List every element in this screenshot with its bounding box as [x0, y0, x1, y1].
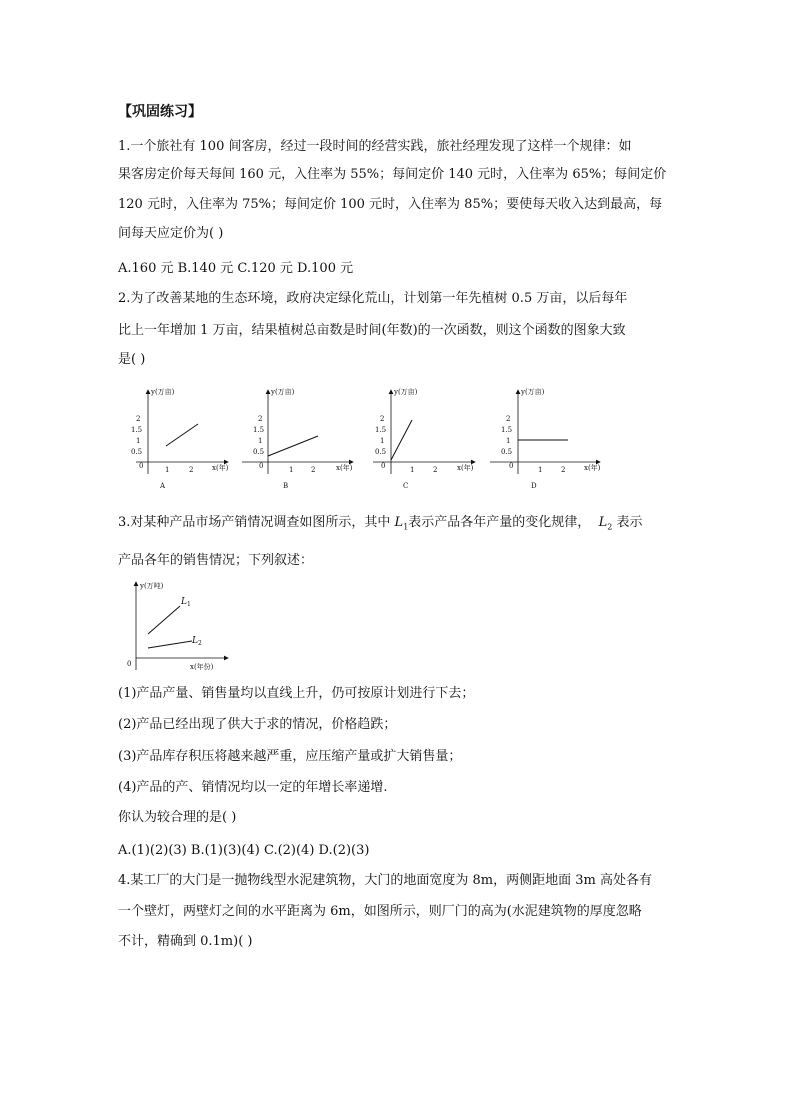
svg-text:1.5: 1.5: [131, 426, 143, 434]
svg-text:1: 1: [187, 601, 191, 608]
q1-line-2: 果客房定价每天每间 160 元，入住率为 55%；每间定价 140 元时，入住率为 65%；每间定价: [118, 167, 667, 182]
graph-c-label: C: [403, 482, 409, 490]
q4-line-3: 不计，精确到 0.1m)( ): [118, 934, 253, 949]
q3-options: A.(1)(2)(3) B.(1)(3)(4) C.(2)(4) D.(2)(3): [118, 843, 370, 858]
svg-text:1: 1: [380, 437, 385, 445]
svg-text:L: L: [192, 636, 198, 646]
svg-text:x(年份): x(年份): [190, 663, 214, 671]
svg-text:1: 1: [538, 466, 543, 474]
q1-line-1: 1.一个旅社有 100 间客房，经过一段时间的经营实践，旅社经理发现了这样一个规律：如: [118, 139, 632, 154]
svg-text:1.5: 1.5: [253, 426, 265, 434]
q3-line-1: 3.对某种产品市场产销情况调查如图所示，其中 $L_1$表示产品各年产量的变化规律， $L_2$ 表示: [118, 515, 643, 532]
q3-l1-line: [148, 606, 180, 634]
q3-line-2: 产品各年的销售情况；下列叙述：: [118, 553, 314, 568]
q1-line-3: 120 元时，入住率为 75%；每间定价 100 元时，入住率为 85%；要使每天收入达到最高，每: [118, 197, 663, 212]
l1-symbol: L: [394, 515, 404, 530]
q4-line-2: 一个壁灯，两壁灯之间的水平距离为 6m，如图所示，则厂门的高为(水泥建筑物的厚度忽略: [118, 904, 642, 919]
svg-text:1: 1: [289, 466, 294, 474]
svg-text:1.5: 1.5: [501, 426, 513, 434]
svg-text:2: 2: [380, 415, 385, 423]
svg-text:x(年): x(年): [336, 464, 353, 472]
svg-text:0.5: 0.5: [131, 448, 143, 456]
svg-text:y(万亩): y(万亩): [521, 388, 545, 396]
svg-text:1: 1: [410, 466, 415, 474]
svg-text:2: 2: [189, 466, 194, 474]
svg-text:2: 2: [561, 466, 566, 474]
q4-line-1: 4.某工厂的大门是一抛物线型水泥建筑物，大门的地面宽度为 8m，两侧距地面 3m 高处各有: [118, 873, 652, 888]
q3-item-2: (2)产品已经出现了供大于求的情况，价格趋跌；: [118, 717, 397, 732]
q2-line-3: 是( ): [118, 352, 146, 367]
svg-text:1.5: 1.5: [375, 426, 387, 434]
q2-line-2: 比上一年增加 1 万亩，结果植树总亩数是时间(年数)的一次函数，则这个函数的图象大致: [118, 323, 626, 338]
svg-text:1: 1: [165, 466, 170, 474]
q3-item-4: (4)产品的产、销情况均以一定的年增长率递增.: [118, 780, 388, 795]
svg-text:2: 2: [198, 640, 202, 647]
svg-text:0.5: 0.5: [501, 448, 513, 456]
svg-text:0.5: 0.5: [375, 448, 387, 456]
svg-text:0: 0: [259, 462, 264, 470]
graph-b-line: [268, 436, 318, 456]
svg-text:1: 1: [258, 437, 263, 445]
svg-text:0.5: 0.5: [253, 448, 265, 456]
svg-text:2: 2: [433, 466, 438, 474]
svg-text:y(万亩): y(万亩): [394, 388, 418, 396]
graph-c: [373, 390, 475, 474]
svg-text:y(万吨): y(万吨): [140, 582, 164, 590]
q1-line-4: 间每天应定价为( ): [118, 226, 224, 241]
svg-text:2: 2: [258, 415, 263, 423]
q1-options: A.160 元 B.140 元 C.120 元 D.100 元: [118, 261, 354, 276]
section-title: 【巩固练习】: [118, 104, 202, 120]
svg-text:x(年): x(年): [584, 464, 601, 472]
q2-graphs: [118, 384, 618, 496]
graph-a-line: [166, 424, 198, 446]
svg-text:L: L: [181, 597, 187, 607]
svg-text:x(年): x(年): [212, 464, 229, 472]
q2-line-1: 2.为了改善某地的生态环境，政府决定绿化荒山，计划第一年先植树 0.5 万亩，以后每年: [118, 291, 628, 306]
graph-b-label: B: [283, 482, 289, 490]
graph-a: [136, 390, 228, 474]
q3-graph: [118, 578, 238, 672]
svg-text:0: 0: [509, 462, 514, 470]
graph-a-ylabel: y(万亩): [151, 388, 175, 396]
svg-text:1: 1: [136, 437, 141, 445]
svg-text:2: 2: [506, 415, 511, 423]
svg-text:0: 0: [139, 462, 144, 470]
svg-text:0: 0: [381, 462, 386, 470]
svg-text:x(年): x(年): [457, 464, 474, 472]
q3-item-3: (3)产品库存积压将越来越严重，应压缩产量或扩大销售量；: [118, 749, 462, 764]
svg-text:0: 0: [127, 660, 132, 668]
svg-text:y(万亩): y(万亩): [271, 388, 295, 396]
graph-d-label: D: [531, 482, 537, 490]
graph-c-line: [391, 420, 412, 460]
l2-symbol: L: [598, 515, 608, 530]
graph-a-label: A: [160, 482, 166, 490]
q3-item-1: (1)产品产量、销售量均以直线上升，仍可按原计划进行下去；: [118, 686, 475, 701]
svg-text:1: 1: [506, 437, 511, 445]
svg-text:2: 2: [136, 415, 141, 423]
q3-prompt: 你认为较合理的是( ): [118, 810, 237, 825]
svg-text:2: 2: [311, 466, 316, 474]
q3-l2-line: [148, 641, 192, 648]
